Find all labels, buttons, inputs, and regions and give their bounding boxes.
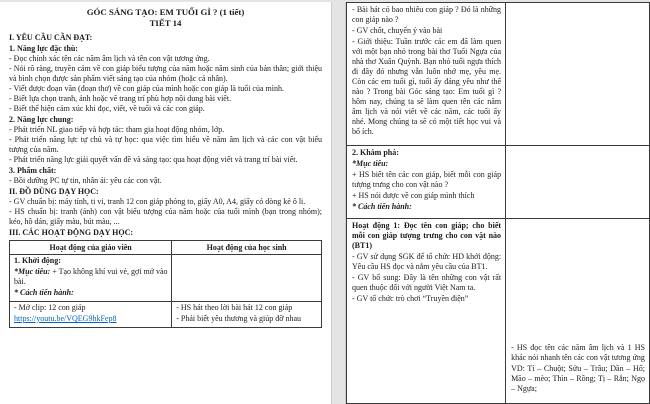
paragraph: - Mở clip: 12 con giáp — [14, 302, 86, 312]
activity-heading: 1. Khởi động: — [14, 255, 61, 265]
cell-student — [506, 3, 650, 146]
paragraph: - GV tổ chức trò chơi “Truyền điện” — [352, 293, 469, 303]
col-header-teacher: Hoạt động của giáo viên — [10, 240, 172, 254]
paragraph: + HS nói được về con giáp mình thích — [352, 190, 475, 200]
paragraph: - Biết thể hiện cảm xúc khi đọc, viết, về tuổi và các con giáp. — [9, 103, 205, 113]
youtube-link[interactable]: https://youtu.be/VQEG9hkFep8 — [14, 313, 117, 323]
activities-table-continued — [346, 2, 650, 404]
paragraph: - Phát triển năng lực tự chủ và tự học: qua việc tìm hiểu về năm âm lịch và các con vật biểu tượng của năm. — [9, 134, 322, 154]
table-row — [347, 3, 650, 146]
paragraph: - Phát triển năng lực giải quyết vấn đề và sáng tạo: qua hoạt động viết và trang trí bài viết. — [9, 154, 298, 164]
muc-tieu-label: *Mục tiêu: — [14, 266, 51, 276]
subheading-nang-luc-dac-thu: 1. Năng lực đặc thù: — [9, 43, 79, 53]
subheading-pham-chat: 3. Phẩm chất: — [9, 165, 57, 175]
table-row — [10, 301, 322, 327]
section-heading-3: III. CÁC HOẠT ĐỘNG DẠY HỌC: — [9, 227, 134, 237]
muc-tieu-text: + Tạo không khí vui vẻ, gợi mở vào bài. — [14, 266, 168, 286]
cell-teacher — [10, 254, 172, 301]
paragraph: - Viết được đoạn văn (đoạn thơ) về con giáp của mình hoặc con giáp là tuổi của mình. — [9, 83, 284, 93]
cell-teacher — [347, 145, 506, 218]
cell-student — [506, 218, 650, 403]
paragraph: - GV bổ sung: Đây là tên những con vật rất quen thuộc đối với người Việt Nam ta. — [352, 272, 502, 292]
paragraph: - HS đọc tên các năm âm lịch và 1 HS khác nói nhanh tên các con vật tương ứng — [511, 342, 645, 362]
paragraph: - GV chuẩn bị: máy tính, ti vi, tranh 12 con giáp phóng to, giấy A0, A4, giấy có dòng kẻ ô li. — [9, 196, 306, 206]
table-row — [10, 254, 322, 301]
doc-title: GÓC SÁNG TẠO: EM TUỔI GÌ ? (1 tiết) — [86, 7, 245, 17]
cach-tien-hanh-label: * Cách tiến hành: — [352, 201, 412, 211]
section-heading-1: I. YÊU CẦU CẦN ĐẠT: — [9, 32, 93, 42]
cach-tien-hanh-label: * Cách tiến hành: — [14, 287, 74, 297]
col-header-student: Hoạt động của học sinh — [172, 240, 322, 254]
cell-teacher — [347, 3, 506, 146]
paragraph — [14, 314, 168, 324]
activities-table — [9, 240, 322, 328]
activity-heading: 2. Khám phá: — [352, 147, 399, 157]
cell-student — [172, 301, 322, 327]
paragraph: - Phải biết yêu thương và giúp đỡ nhau — [176, 313, 302, 323]
subheading-nang-luc-chung: 2. Năng lực chung: — [9, 114, 74, 124]
cell-teacher — [347, 218, 506, 403]
paragraph: - Giới thiệu: Tuần trước các em đã làm quen với một bạn nhỏ trong bài thơ Tuổi Ngựa của nhà thơ Xuân Quỳnh. Bạn nhỏ tuổi ngựa thích đi đây đó nhưng vẫn luôn nhớ mẹ, yêu mẹ. Còn các em tuổi gì, tuổi ấy đáng yêu như thế nào ? Trong bài Góc sáng tạo: Em tuổi gì ? hôm nay, chúng ta sẽ làm quen tên các năm âm lịch và nói viết về các năm, các tuổi ấy nhé. Mong chúng ta sẽ có một tiết học vui và bổ ích. — [352, 37, 502, 136]
page-right — [345, 2, 650, 404]
table-row — [347, 218, 650, 403]
cell-teacher — [10, 301, 172, 327]
paragraph: - Bài hát có bao nhiêu con giáp ? Đó là những con giáp nào ? — [352, 5, 502, 24]
table-row — [347, 145, 650, 218]
table-header-row — [10, 240, 322, 254]
paragraph: - Đọc chính xác tên các năm âm lịch và tên con vật tương ứng. — [9, 53, 210, 63]
page-left — [0, 2, 332, 404]
paragraph: - GV sử dụng SGK để tổ chức HD khởi động: Yêu cầu HS đọc và nắm yêu cầu của BT1. — [352, 251, 502, 271]
muc-tieu-label: *Mục tiêu: — [352, 158, 389, 168]
paragraph: + HS biết tên các con giáp, biết mỗi con giáp tượng trưng cho con vật nào ? — [352, 169, 502, 189]
paragraph: - Biết lựa chọn tranh, ảnh hoặc vẽ trang trí phù hợp nội dung bài viết. — [9, 93, 232, 103]
student-response — [511, 343, 645, 394]
paragraph: - Nói rõ ràng, truyền cảm về con giáp biểu tượng của năm hoặc năm sinh của bản thân; giới thiệu và bình chọn được sản phẩm viết sáng tạo của nhóm (hoặc cá nhân). — [9, 63, 322, 83]
section-heading-2: II. ĐỒ DÙNG DẠY HỌC: — [9, 186, 99, 196]
cell-student — [172, 254, 322, 301]
paragraph: - Phát triển NL giao tiếp và hợp tác: tham gia hoạt động nhóm, lớp. — [9, 124, 225, 134]
paragraph: - HS chuẩn bị: tranh (ảnh) con vật biểu tượng của năm hoặc của tuổi mình (bạn trong nhóm); kéo, hồ dán, giấy màu, bút màu, ... — [9, 206, 322, 226]
cell-student — [506, 145, 650, 218]
paragraph — [14, 267, 168, 287]
paragraph: - HS hát theo lời bài hát 12 con giáp — [176, 302, 293, 312]
activity-1-heading: Hoạt động 1: Đọc tên con giáp; cho biết mỗi con giáp tượng trưng cho con vật nào (BT1) — [352, 220, 502, 250]
paragraph: - Bồi dưỡng PC tự tin, nhân ái: yêu các con vật. — [9, 175, 162, 185]
doc-subtitle: TIẾT 14 — [149, 18, 182, 29]
paragraph: - GV chốt, chuyển ý vào bài — [352, 26, 443, 35]
paragraph: VD: Tí – Chuột; Sửu – Trâu; Dần – Hổ; Mão – mèo; Thìn – Rồng; Tị – Rắn; Ngọ – Ngựa; — [511, 363, 645, 393]
